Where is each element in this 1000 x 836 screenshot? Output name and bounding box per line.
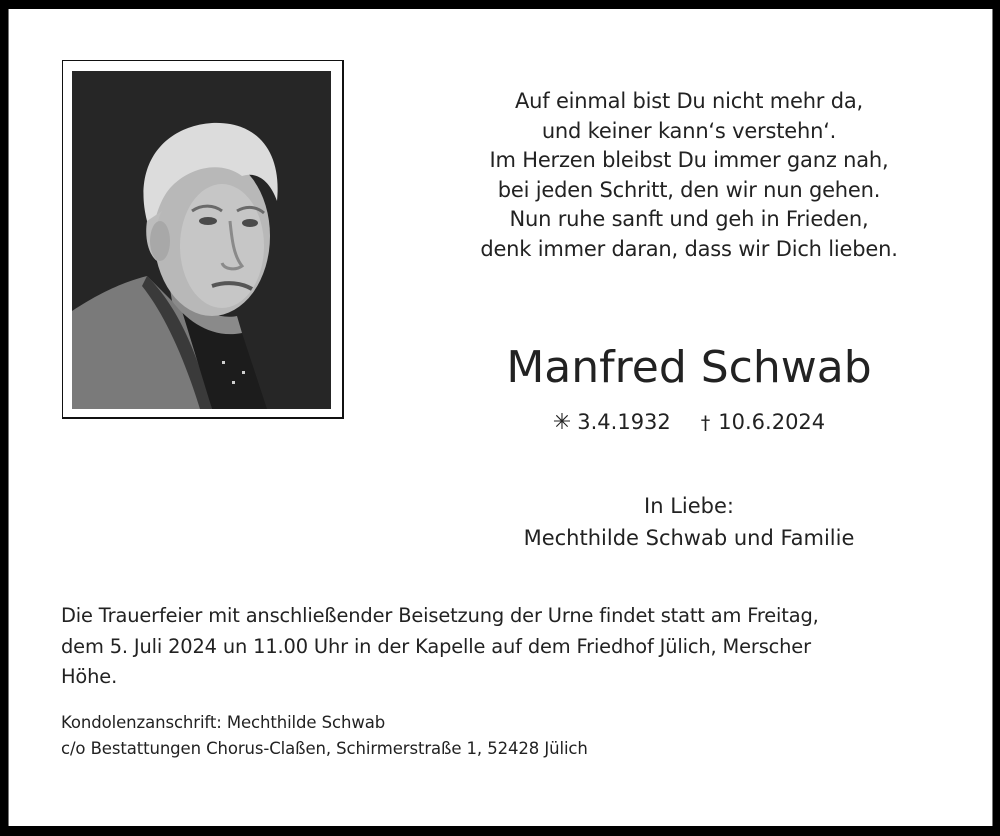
deceased-name: Manfred Schwab: [506, 342, 872, 393]
poem-line: Auf einmal bist Du nicht mehr da,: [515, 89, 863, 113]
poem: [429, 87, 949, 265]
address-line: c/o Bestattungen Chorus-Claßen, Schirmerstraße 1, 52428 Jülich: [61, 738, 588, 758]
poem-line: Im Herzen bleibst Du immer ganz nah,: [489, 148, 889, 173]
life-dates: [429, 407, 949, 438]
mourners-intro: In Liebe:: [644, 494, 734, 518]
poem-line: und keiner kann‘s verstehn‘.: [541, 118, 837, 143]
birth-date: 3.4.1932: [577, 410, 671, 434]
ceremony-line: dem 5. Juli 2024 un 11.00 Uhr in der Kapelle auf dem Friedhof Jülich, Merscher: [61, 634, 811, 658]
portrait-image: [72, 71, 331, 409]
ceremony-line: Höhe.: [61, 665, 118, 688]
portrait-photo: [72, 71, 331, 409]
condolence-address: [61, 710, 961, 761]
death-date: 10.6.2024: [718, 410, 826, 434]
obituary-notice: [8, 9, 993, 826]
poem-line: bei jeden Schritt, den wir nun gehen.: [497, 177, 881, 202]
poem-line: denk immer daran, dass wir Dich lieben.: [480, 236, 898, 261]
birth-star-icon: ✳: [552, 410, 572, 435]
ceremony-line: Die Trauerfeier mit anschließender Beisetzung der Urne findet statt am Freitag,: [61, 604, 819, 627]
death-cross-icon: †: [700, 412, 711, 434]
address-line: Kondolenzanschrift: Mechthilde Schwab: [61, 713, 386, 732]
mourners-block: [429, 490, 949, 554]
poem-line: Nun ruhe sanft und geh in Frieden,: [509, 207, 869, 232]
ceremony-info: [61, 601, 961, 693]
mourners-names: Mechthilde Schwab und Familie: [523, 526, 855, 550]
photo-frame: [62, 60, 344, 419]
